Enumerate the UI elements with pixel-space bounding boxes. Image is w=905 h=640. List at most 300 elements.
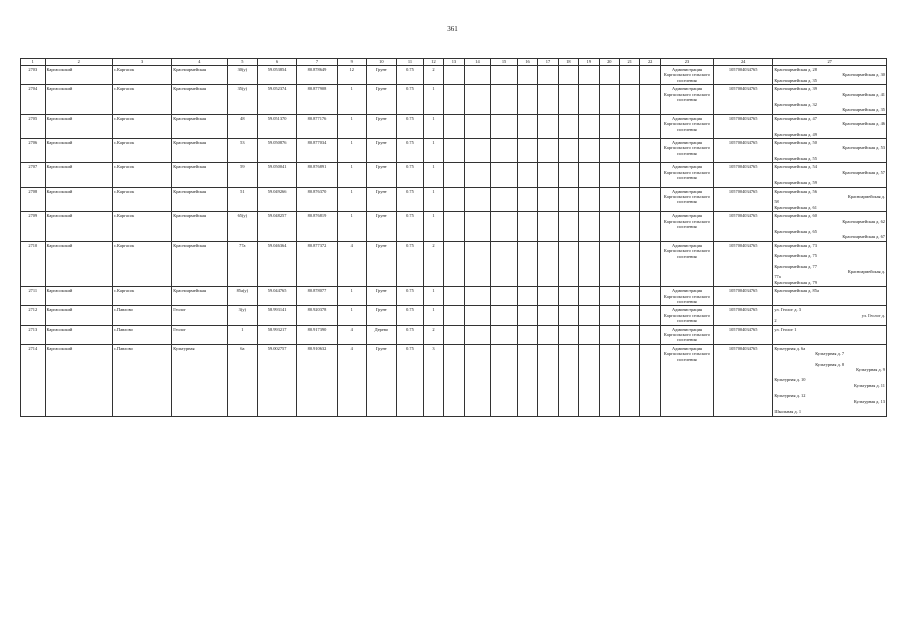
ogrn-cell: 1057004034765 [714,187,773,212]
surface-cell: Грунт [366,187,397,212]
column-number-3: 3 [113,59,172,66]
served-address: Красноармейская д. 73 [774,242,817,248]
empty-cell [599,187,619,212]
empty-cell [491,306,518,325]
column-number-22: 22 [640,59,660,66]
ogrn-cell: 1057004034765 [714,212,773,242]
empty-cell [599,212,619,242]
page-number: 361 [447,25,458,33]
column-number-23: 23 [660,59,713,66]
longitude-cell: 80.877372 [297,241,338,286]
house-cell: 53 [227,139,258,163]
served-address: ул. Геолог 1 [774,326,797,332]
surface-cell: Дерево [366,325,397,344]
empty-cell [620,66,640,85]
empty-cell [579,114,599,138]
settlement-cell: с.Каргасок [113,66,172,85]
empty-cell [464,85,491,115]
empty-cell [538,163,558,187]
empty-cell [538,241,558,286]
empty-cell [538,85,558,115]
empty-cell [464,325,491,344]
empty-cell [558,85,578,115]
empty-cell [579,287,599,306]
containers-cell: 1 [423,163,443,187]
served-address: Красноармейская д. 55 [774,155,817,161]
street-cell: Красноармейская [172,287,227,306]
containers-cell: 2 [423,241,443,286]
served-addresses-cell [773,212,887,242]
row-number: 2714 [21,344,46,416]
area-cell: 0.75 [397,287,424,306]
district-cell: Каргасокский [45,114,112,138]
empty-cell [599,306,619,325]
empty-cell [640,163,660,187]
empty-cell [491,212,518,242]
row-number: 2706 [21,139,46,163]
containers-cell: 3 [423,344,443,416]
organization-cell: Администрация Каргасокского сельского поселения [660,344,713,416]
organization-cell: Администрация Каргасокского сельского поселения [660,66,713,85]
count-cell: 1 [337,212,366,242]
column-number-18: 18 [558,59,578,66]
latitude-cell: 59.048257 [258,212,297,242]
containers-cell: 1 [423,212,443,242]
empty-cell [517,85,537,115]
surface-cell: Грунт [366,306,397,325]
containers-cell: 1 [423,306,443,325]
served-address: Красноармейская д. 46 [842,121,885,127]
served-address: Красноармейская д. 59 [774,180,817,186]
district-cell: Каргасокский [45,139,112,163]
empty-cell [491,187,518,212]
served-address: Красноармейская д. 62 [842,218,885,224]
longitude-cell: 80.876370 [297,187,338,212]
empty-cell [599,114,619,138]
empty-cell [444,212,464,242]
count-cell: 1 [337,114,366,138]
row-number: 2711 [21,287,46,306]
district-cell: Каргасокский [45,187,112,212]
empty-cell [620,114,640,138]
count-cell: 4 [337,241,366,286]
district-cell: Каргасокский [45,85,112,115]
empty-cell [538,66,558,85]
area-cell: 0.75 [397,187,424,212]
area-cell: 0.75 [397,306,424,325]
longitude-cell: 80.910632 [297,344,338,416]
organization-cell: Администрация Каргасокского сельского поселения [660,187,713,212]
house-cell: 1 [227,325,258,344]
served-address: Красноармейская д. 53 [842,145,885,151]
empty-cell [558,163,578,187]
served-address: Красноармейская д. 60 [774,213,817,219]
column-number-27: 27 [773,59,887,66]
row-number: 2713 [21,325,46,344]
table-row [21,85,887,115]
surface-cell: Грунт [366,212,397,242]
house-cell: 48 [227,114,258,138]
containers-cell: 2 [423,66,443,85]
empty-cell [464,66,491,85]
empty-cell [640,187,660,212]
column-number-17: 17 [538,59,558,66]
latitude-cell: 59.049266 [258,187,297,212]
empty-cell [599,163,619,187]
house-cell: 59 [227,163,258,187]
empty-cell [444,241,464,286]
ogrn-cell: 1057004034765 [714,325,773,344]
register-table [20,58,887,417]
empty-cell [464,212,491,242]
served-address: Красноармейская д. 30 [842,72,885,78]
served-addresses-cell [773,306,887,325]
empty-cell [640,241,660,286]
table-row [21,139,887,163]
served-address: Школьная д. 1 [774,409,802,415]
table-row [21,241,887,286]
ogrn-cell: 1057004034765 [714,241,773,286]
served-address: Красноармейская д. 56 [774,188,817,194]
empty-cell [640,114,660,138]
column-number-20: 20 [599,59,619,66]
house-cell: 35(у) [227,85,258,115]
row-number: 2709 [21,212,46,242]
area-cell: 0.75 [397,114,424,138]
settlement-cell: с.Каргасок [113,139,172,163]
column-number-16: 16 [517,59,537,66]
empty-cell [640,212,660,242]
organization-cell: Администрация Каргасокского сельского поселения [660,212,713,242]
area-cell: 0.75 [397,212,424,242]
ogrn-cell: 1057004034765 [714,114,773,138]
empty-cell [491,114,518,138]
table-row [21,344,887,416]
street-cell: Красноармейская [172,187,227,212]
settlement-cell: с.Каргасок [113,241,172,286]
empty-cell [464,306,491,325]
empty-cell [579,66,599,85]
empty-cell [444,85,464,115]
served-address: Красноармейская д. 28 [774,67,817,72]
empty-cell [491,344,518,416]
empty-cell [517,66,537,85]
empty-cell [558,325,578,344]
served-addresses-cell [773,325,887,344]
organization-cell: Администрация Каргасокского сельского поселения [660,139,713,163]
settlement-cell: с.Павлово [113,344,172,416]
latitude-cell: 59.046364 [258,241,297,286]
empty-cell [620,163,640,187]
ogrn-cell: 1057004034765 [714,287,773,306]
served-address: Красноармейская д. 65 [774,228,817,234]
served-address: Красноармейская д. 77 [774,263,817,269]
column-number-24: 24 [714,59,773,66]
empty-cell [517,344,537,416]
empty-cell [558,287,578,306]
empty-cell [538,139,558,163]
house-cell: 51 [227,187,258,212]
empty-cell [444,139,464,163]
empty-cell [444,114,464,138]
surface-cell: Грунт [366,287,397,306]
empty-cell [464,344,491,416]
organization-cell: Администрация Каргасокского сельского поселения [660,306,713,325]
empty-cell [640,325,660,344]
latitude-cell: 59.051370 [258,114,297,138]
served-address: 58 [774,199,779,205]
empty-cell [517,241,537,286]
longitude-cell: 80.877176 [297,114,338,138]
longitude-cell: 80.877908 [297,85,338,115]
empty-cell [464,139,491,163]
table-row [21,306,887,325]
containers-cell: 1 [423,85,443,115]
served-address: Культурная д. 9 [856,367,885,373]
organization-cell: Администрация Каргасокского сельского поселения [660,163,713,187]
district-cell: Каргасокский [45,241,112,286]
column-number-12: 12 [423,59,443,66]
count-cell: 1 [337,187,366,212]
empty-cell [558,306,578,325]
containers-cell: 1 [423,114,443,138]
latitude-cell: 58.993141 [258,306,297,325]
row-number: 2710 [21,241,46,286]
containers-cell: 1 [423,187,443,212]
empty-cell [599,66,619,85]
empty-cell [444,344,464,416]
empty-cell [538,325,558,344]
settlement-cell: с.Павлово [113,325,172,344]
area-cell: 0.75 [397,241,424,286]
empty-cell [517,139,537,163]
organization-cell: Администрация Каргасокского сельского поселения [660,85,713,115]
ogrn-cell: 1057004034765 [714,66,773,85]
empty-cell [640,344,660,416]
served-address: Культурная д. 11 [854,382,885,388]
empty-cell [620,187,640,212]
served-address: ул. Геолог д. 3 [774,307,801,313]
empty-cell [464,163,491,187]
served-address: Красноармейская д. [847,193,885,199]
served-addresses-cell [773,187,887,212]
served-address: Красноармейская д. 35 [842,107,885,113]
count-cell: 1 [337,85,366,115]
served-address: Культурная д. 13 [853,398,885,404]
empty-cell [517,212,537,242]
count-cell: 4 [337,325,366,344]
settlement-cell: с.Павлово [113,306,172,325]
empty-cell [640,139,660,163]
latitude-cell: 59.050876 [258,139,297,163]
served-address: Красноармейская д. 32 [774,102,817,108]
empty-cell [491,287,518,306]
empty-cell [620,139,640,163]
surface-cell: Грунт [366,344,397,416]
row-number: 2708 [21,187,46,212]
settlement-cell: с.Каргасок [113,187,172,212]
empty-cell [579,187,599,212]
served-address: Красноармейская д. 61 [774,204,817,210]
empty-cell [599,287,619,306]
empty-cell [491,85,518,115]
empty-cell [599,325,619,344]
longitude-cell: 80.920378 [297,306,338,325]
empty-cell [538,344,558,416]
empty-cell [491,66,518,85]
ogrn-cell: 1057004034765 [714,139,773,163]
house-cell: 6а [227,344,258,416]
served-address: Культурная д. 7 [815,351,845,357]
empty-cell [538,287,558,306]
empty-cell [599,241,619,286]
longitude-cell: 80.917390 [297,325,338,344]
count-cell: 1 [337,306,366,325]
area-cell: 0.75 [397,139,424,163]
served-addresses-cell [773,139,887,163]
longitude-cell: 80.876819 [297,212,338,242]
settlement-cell: с.Каргасок [113,212,172,242]
row-number: 2705 [21,114,46,138]
column-number-10: 10 [366,59,397,66]
street-cell: Красноармейская [172,85,227,115]
longitude-cell: 80.878077 [297,287,338,306]
street-cell: Геолог [172,306,227,325]
empty-cell [464,287,491,306]
latitude-cell: 59.044765 [258,287,297,306]
empty-cell [517,163,537,187]
latitude-cell: 59.002757 [258,344,297,416]
empty-cell [517,187,537,212]
empty-cell [491,325,518,344]
district-cell: Каргасокский [45,325,112,344]
empty-cell [579,241,599,286]
empty-cell [491,241,518,286]
latitude-cell: 59.050041 [258,163,297,187]
empty-cell [444,187,464,212]
served-address: Красноармейская д. 47 [774,115,817,121]
settlement-cell: с.Каргасок [113,85,172,115]
organization-cell: Администрация Каргасокского сельского поселения [660,241,713,286]
served-address: Культурная д. 12 [774,393,806,399]
column-number-15: 15 [491,59,518,66]
served-addresses-cell [773,66,887,85]
empty-cell [620,241,640,286]
served-address: 2 [774,318,777,324]
served-address: Красноармейская д. 79 [774,279,817,285]
surface-cell: Грунт [366,139,397,163]
ogrn-cell: 1057004034765 [714,306,773,325]
surface-cell: Грунт [366,85,397,115]
empty-cell [558,344,578,416]
served-address: Красноармейская д. [847,268,885,274]
empty-cell [620,85,640,115]
empty-cell [579,85,599,115]
row-number: 2704 [21,85,46,115]
containers-cell: 1 [423,139,443,163]
street-cell: Красноармейская [172,163,227,187]
column-number-4: 4 [172,59,227,66]
ogrn-cell: 1057004034765 [714,344,773,416]
empty-cell [640,85,660,115]
row-number: 2703 [21,66,46,85]
house-cell: 30(у) [227,66,258,85]
column-number-19: 19 [579,59,599,66]
empty-cell [579,212,599,242]
house-cell: 3(у) [227,306,258,325]
district-cell: Каргасокский [45,344,112,416]
served-address: ул. Геолог д. [861,312,885,318]
empty-cell [579,306,599,325]
count-cell: 1 [337,287,366,306]
empty-cell [464,241,491,286]
street-cell: Красноармейская [172,241,227,286]
served-addresses-cell [773,163,887,187]
house-cell: 85а(у) [227,287,258,306]
latitude-cell: 59.053854 [258,66,297,85]
empty-cell [444,325,464,344]
served-addresses-cell [773,85,887,115]
empty-cell [444,163,464,187]
served-address: Красноармейская д. 41 [842,91,885,97]
served-address: Культурная д. 8 [815,361,845,367]
empty-cell [620,306,640,325]
served-address: Красноармейская д. 39 [774,86,817,92]
empty-cell [640,66,660,85]
table-row [21,212,887,242]
empty-cell [464,114,491,138]
column-number-2: 2 [45,59,112,66]
column-number-11: 11 [397,59,424,66]
empty-cell [491,139,518,163]
column-number-13: 13 [444,59,464,66]
district-cell: Каргасокский [45,287,112,306]
table-row [21,187,887,212]
latitude-cell: 58.993217 [258,325,297,344]
longitude-cell: 80.876891 [297,163,338,187]
settlement-cell: с.Каргасок [113,114,172,138]
empty-cell [517,306,537,325]
empty-cell [538,306,558,325]
empty-cell [538,114,558,138]
empty-cell [620,287,640,306]
district-cell: Каргасокский [45,306,112,325]
column-number-1: 1 [21,59,46,66]
empty-cell [444,287,464,306]
empty-cell [558,66,578,85]
empty-cell [579,344,599,416]
row-number: 2712 [21,306,46,325]
served-address: Красноармейская д. 67 [842,234,885,240]
longitude-cell: 80.877034 [297,139,338,163]
empty-cell [558,139,578,163]
column-number-5: 5 [227,59,258,66]
served-address: Красноармейская д. 85а [774,288,819,294]
area-cell: 0.75 [397,163,424,187]
house-cell: 77а [227,241,258,286]
served-address: Красноармейская д. 49 [774,131,817,137]
served-address: Красноармейская д. 50 [774,140,817,146]
street-cell: Красноармейская [172,139,227,163]
containers-cell: 2 [423,325,443,344]
surface-cell: Грунт [366,163,397,187]
served-address: 77а [774,274,781,280]
column-number-14: 14 [464,59,491,66]
served-addresses-cell [773,241,887,286]
street-cell: Красноармейская [172,114,227,138]
street-cell: Красноармейская [172,66,227,85]
empty-cell [491,163,518,187]
